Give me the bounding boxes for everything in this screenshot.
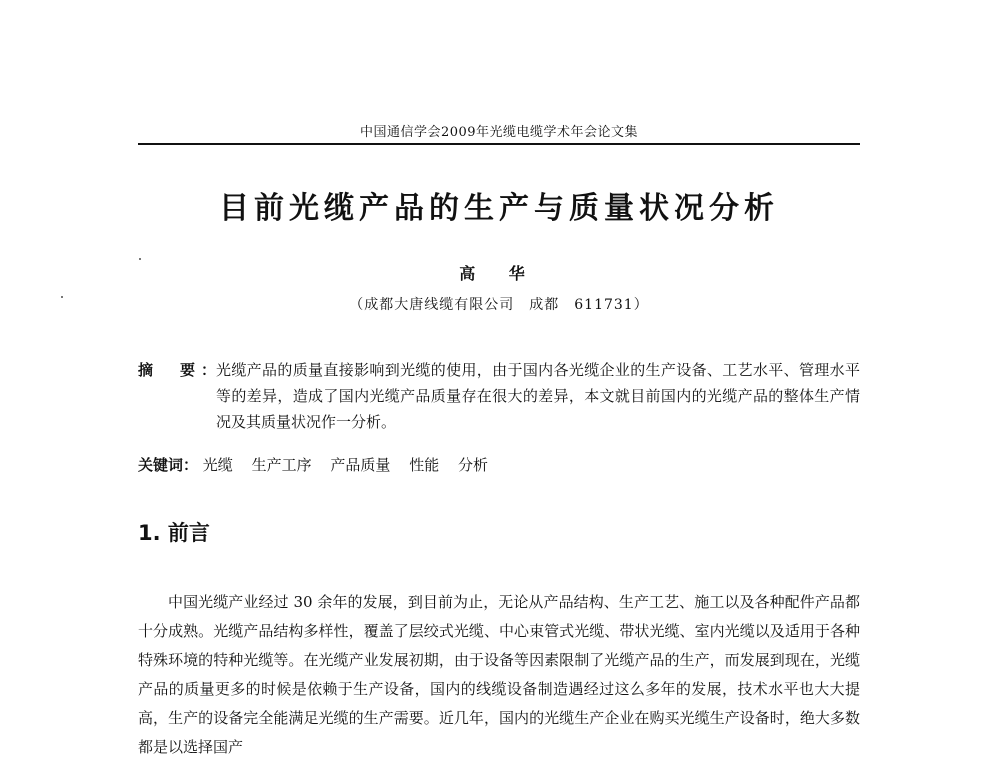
- abstract-text: 光缆产品的质量直接影响到光缆的使用，由于国内各光缆企业的生产设备、工艺水平、管理水平等的差异，造成了国内光缆产品质量存在很大的差异，本文就目前国内的光缆产品的整体生产情况及其质量状况作一分析。: [216, 361, 860, 431]
- author-affiliation: （成都大唐线缆有限公司 成都 611731）: [349, 297, 649, 313]
- paper-title: 目前光缆产品的生产与质量状况分析: [219, 191, 779, 226]
- author-name: 高 华: [459, 264, 539, 283]
- keyword: 分析: [457, 456, 488, 474]
- keyword: 光缆: [202, 456, 233, 474]
- section-heading: 1. 前言: [138, 521, 210, 545]
- scan-speck: [139, 258, 141, 260]
- running-header: 中国通信学会2009年光缆电缆学术年会论文集: [359, 125, 639, 140]
- keywords-block: [138, 452, 860, 478]
- header-rule: [138, 143, 860, 145]
- scan-speck: [61, 296, 63, 298]
- keyword: 生产工序: [251, 456, 312, 474]
- keywords-label: 关键词：: [138, 456, 199, 474]
- keyword: 性能: [409, 456, 440, 474]
- abstract-label: 摘 要：: [138, 361, 223, 379]
- keyword: 产品质量: [330, 456, 391, 474]
- abstract-block: [138, 357, 860, 435]
- body-paragraph: 中国光缆产业经过 30 余年的发展，到目前为止，无论从产品结构、生产工艺、施工以及各种配件产品都十分成熟。光缆产品结构多样性，覆盖了层绞式光缆、中心束管式光缆、带状光缆、室内光缆以及适用于各种特殊环境的特种光缆等。在光缆产业发展初期，由于设备等因素限制了光缆产品的生产，而发展到现在，光缆产品的质量更多的时候是依赖于生产设备，国内的线缆设备制造遇经过这么多年的发展，技术水平也大大提高，生产的设备完全能满足光缆的生产需要。近几年，国内的光缆生产企业在购买光缆生产设备时，绝大多数都是以选择国产: [138, 593, 860, 756]
